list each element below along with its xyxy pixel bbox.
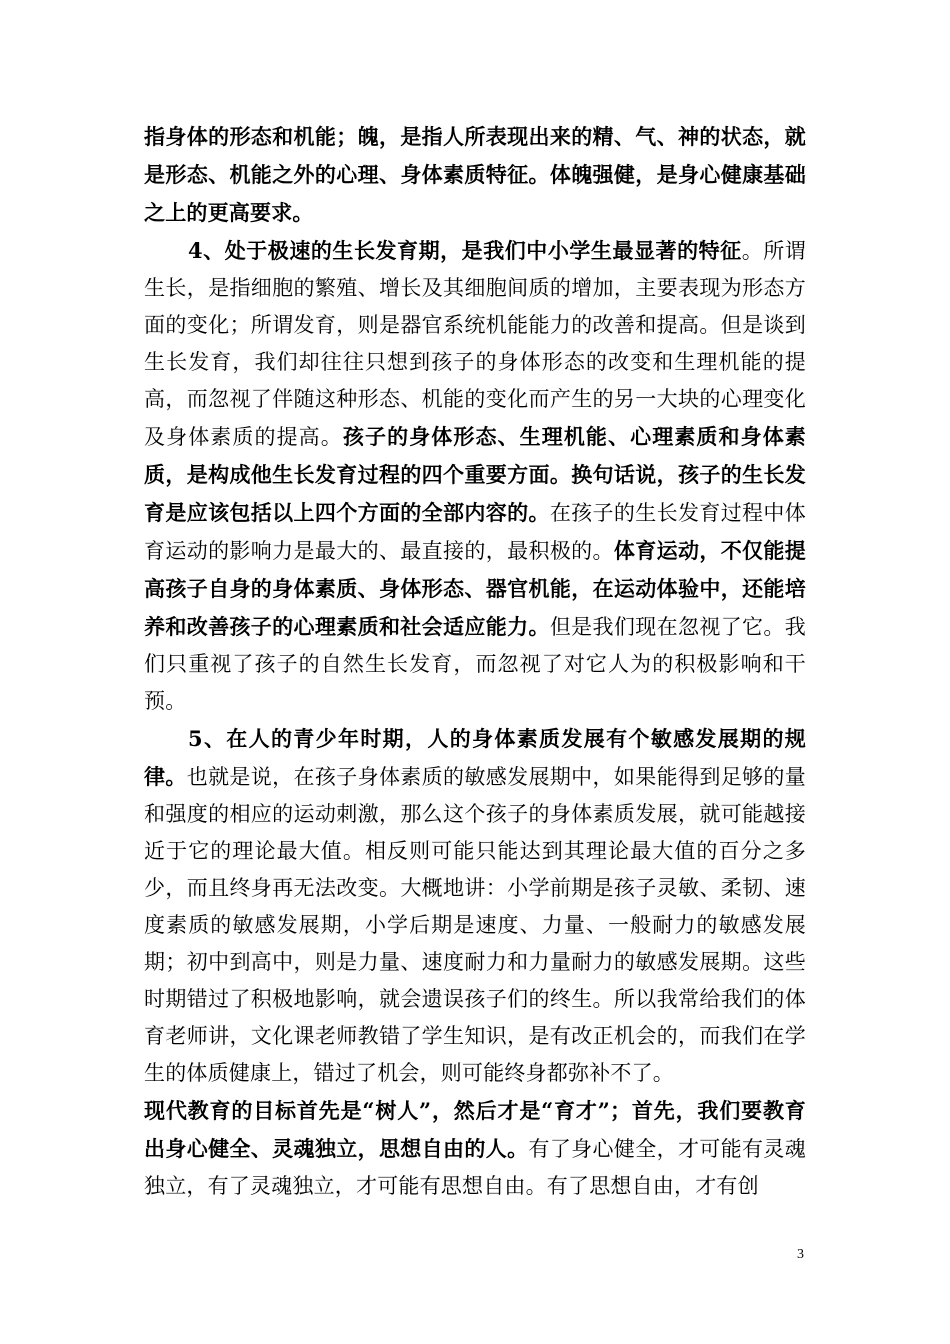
body-text: 但是我们现在忽视了它。我们只重视了孩子的自然生长发育，而忽视了对它人为的积极影响和干预。: [144, 615, 806, 713]
paragraph-physique: [144, 118, 806, 232]
bold-text: 现代教育的目标首先是“树人”，然后才是“育才”；首先，我们要教育出身心健全、灵魂独立，思想自由的人。: [144, 1098, 806, 1161]
paragraph-growth-period: [144, 232, 806, 720]
page-number: 3: [797, 1247, 804, 1262]
paragraph-education-goal: [144, 1092, 806, 1205]
body-text: 也就是说，在孩子身体素质的敏感发展期中，如果能得到足够的量和强度的相应的运动刺激，那么这个孩子的身体素质发展，就可能越接近于它的理论最大值。相反则可能只能达到其理论最大值的百分之多少，而且终身再无法改变。大概地讲：小学前期是孩子灵敏、柔韧、速度素质的敏感发展期，小学后期是速度、力量、一般耐力的敏感发展期；初中到高中，则是力量、速度耐力和力量耐力的敏感发展期。这些时期错过了积极地影响，就会遗误孩子们的终生。所以我常给我们的体育老师讲，文化课老师教错了学生知识，是有改正机会的，而我们在学生的体质健康上，错过了机会，则可能终身都弥补不了。: [144, 765, 806, 1085]
paragraph-sensitive-period: [144, 720, 806, 1092]
body-text: 。所谓生长，是指细胞的繁殖、增长及其细胞间质的增加，主要表现为形态方面的变化；所谓发育，则是器官系统机能能力的改善和提高。但是谈到生长发育，我们却往往只想到孩子的身体形态的改变和生理机能的提高，而忽视了伴随这种形态、机能的变化而产生的另一大块的心理变化及身体素质的提高。: [144, 239, 807, 449]
body-text: 有了身心健全，才可能有灵魂独立，有了灵魂独立，才可能有思想自由。有了思想自由，才有创: [144, 1137, 806, 1198]
body-text: 在孩子的生长发育过程中体育运动的影响力是最大的、最直接的，最积极的。: [144, 501, 806, 563]
bold-text: 孩子的身体形态、生理机能、心理素质和身体素质，是构成他生长发育过程的四个重要方面。换句话说，孩子的生长发育是应该包括以上四个方面的全部内容的。: [144, 424, 806, 525]
document-body: [144, 118, 806, 1205]
bold-text: 指身体的形态和机能；魄，是指人所表现出来的精、气、神的状态，就是形态、机能之外的心理、身体素质特征。体魄强健，是身心健康基础之上的更高要求。: [144, 124, 806, 225]
bold-text: 体育运动，不仅能提高孩子自身的身体素质、身体形态、器官机能，在运动体验中，还能培养和改善孩子的心理素质和社会适应能力。: [144, 538, 806, 639]
bold-text: 5、在人的青少年时期，人的身体素质发展有个敏感发展期的规律。: [144, 726, 806, 789]
bold-text: 4、处于极速的生长发育期，是我们中小学生最显著的特征: [188, 238, 742, 263]
